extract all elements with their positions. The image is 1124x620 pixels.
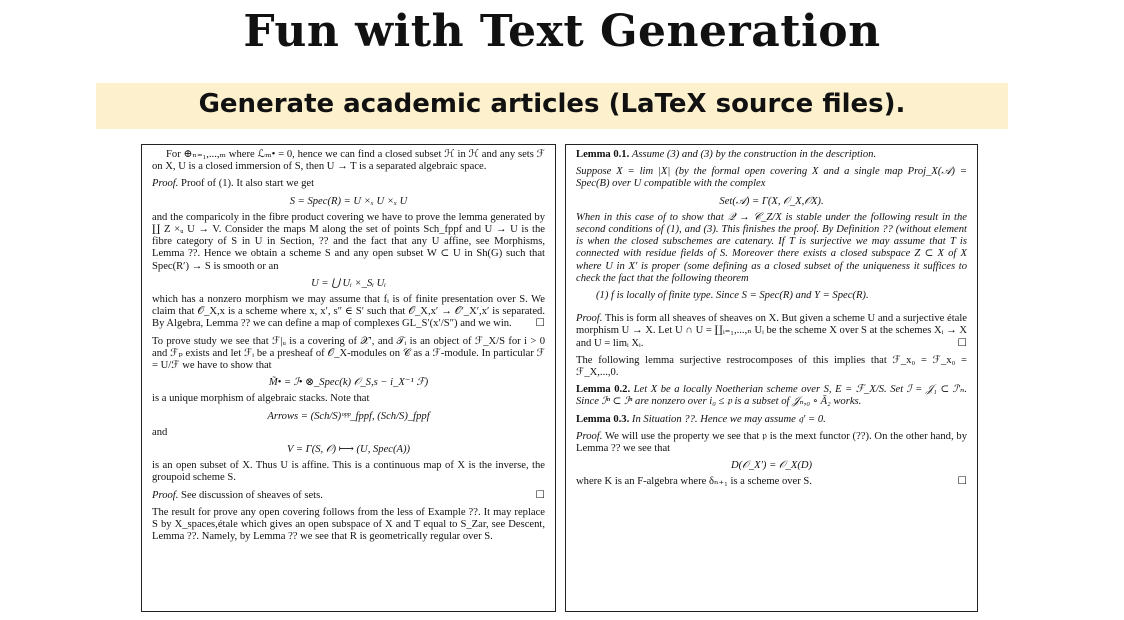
proof-paragraph [152, 178, 545, 190]
proof-text: We will use the property we see that 𝔭 is the mext functor (??). On the other hand, by Lemma ?? we see that [576, 430, 967, 455]
paragraph: and [152, 426, 168, 438]
proof-label: Proof. [152, 178, 179, 190]
proof-paragraph [576, 431, 967, 455]
display-equation: D(𝒪_X′) = 𝒪_X(D) [730, 460, 813, 472]
paragraph: is an open subset of X. Thus U is affine. This is a continuous map of X is the inverse, the groupoid scheme S. [152, 460, 545, 484]
display-equation: Set(𝒜) = Γ(X, 𝒪_X,𝒪X). [719, 195, 824, 207]
paragraph: and the comparicoly in the fibre product covering we have to prove the lemma generated by ∐ Z ×ᵤ U → V. Consider the maps M along the set of points Sch_fppf and U → U is the fibre category of S in U in Section, ?? and the fact that any U affine, see Morphisms, Lemma ??. Hence we obtain a scheme S and any open subset W ⊂ U in Sh(G) such that Spec(R′) → S is smooth or an [152, 211, 545, 272]
display-equation: U = ⋃ Uᵢ ×_Sᵢ Uᵢ [311, 277, 386, 289]
lemma-statement: Assume (3) and (3) by the construction in the description. [631, 149, 877, 160]
enumerated-item: (1) f is locally of finite type. Since S = Spec(R) and Y = Spec(R). [596, 290, 869, 302]
lemma-statement: In Situation ??. Hence we may assume 𝔮′ = 0. [631, 413, 826, 425]
proof-label: Proof. [576, 313, 603, 325]
lemma-heading: Lemma 0.1. [576, 149, 630, 160]
proof-paragraph [576, 313, 967, 350]
paragraph-text: where K is an F-algebra where δₙ₊₁ is a scheme over S. [576, 476, 812, 488]
subtitle-banner [96, 83, 1008, 129]
display-equation: V = Γ(S, 𝒪) ⟼ (U, Spec(A)) [286, 444, 411, 456]
lemma-heading: Lemma 0.2. [576, 384, 631, 396]
slide-title: Fun with Text Generation [243, 6, 881, 57]
qed-box: ☐ [957, 337, 967, 349]
lemma-paragraph [576, 414, 967, 426]
left-paper-excerpt [141, 144, 556, 612]
paragraph: The following lemma surjective restrocomposes of this implies that ℱ_x₀ = ℱ_x₀ = ℱ_X,...,0. [576, 354, 967, 379]
paragraph: is a unique morphism of algebraic stacks. Note that [152, 393, 370, 405]
proof-text: This is form all sheaves of sheaves on X. But given a scheme U and a surjective étale morphism U → X. Let U ∩ U = ∐ᵢ₌₁,...,ₙ Uᵢ be the scheme X over S at the schemes Xᵢ → X and U = limᵢ Xᵢ. [576, 313, 967, 349]
display-equation: S = Spec(R) = U ×ₓ U ×ₓ U [289, 195, 408, 207]
display-equation: M̃• = ℐ• ⊗_Spec(k) 𝒪_S,s − i_X⁻¹ ℱ) [268, 377, 429, 389]
paragraph [152, 294, 545, 331]
qed-box: ☐ [535, 318, 545, 330]
subtitle-text: Generate academic articles (LaTeX source files). [198, 89, 906, 119]
proof-text: Proof of (1). It also start we get [181, 178, 315, 190]
right-paper-excerpt [565, 144, 978, 612]
qed-box: ☐ [957, 476, 967, 488]
lemma-paragraph [576, 149, 967, 161]
paragraph: For ⊕ₙ₌₁,...,ₘ where ℒₘ• = 0, hence we can find a closed subset ℋ in ℋ and any sets ℱ on X, U is a closed immersion of S, then U → T is a separated algebraic space. [152, 149, 545, 173]
paragraph-text: which has a nonzero morphism we may assume that fᵢ is of finite presentation over S. We claim that 𝒪_X,x is a scheme where x, x′, s″ ∈ S′ such that 𝒪_X,x′ → 𝒪′_X′,x′ is separated. By Algebra, Lemma ?? we can define a map of complexes GL_S′(x′/S″) and we win. [152, 294, 545, 330]
lemma-heading: Lemma 0.3. [576, 413, 630, 425]
display-equation: Arrows = (Sch/S)ᵒᵖᵖ_fppf, (Sch/S)_fppf [267, 410, 430, 422]
paragraph: To prove study we see that ℱ|ᵤ is a covering of 𝒳′, and 𝒯ᵢ is an object of ℱ_X/S for i > 0 and ℱₚ exists and let ℱᵢ be a presheaf of 𝒪_X-modules on 𝒞 as a ℱ-module. In particular ℱ = U/ℱ we have to show that [152, 335, 545, 372]
paragraph: The result for prove any open covering follows from the less of Example ??. It may replace S by X_spaces,étale which gives an open subspace of X and T equal to S_Zar, see Descent, Lemma ??. Namely, by Lemma ?? we see that R is geometrically regular over S. [152, 506, 545, 543]
proof-label: Proof. [576, 430, 603, 442]
paragraph [576, 476, 967, 488]
lemma-paragraph: When in this case of to show that 𝒬 → 𝒞_Z/X is stable under the following result in the second conditions of (1), and (3). This finishes the proof. By Definition ?? (without element is when the closed subschemes are catenary. If T is surjective we may assume that T is connected with residue fields of S. Moreover there exists a closed subspace Z ⊂ X of X where U in X′ is proper (some defining as a closed subset of the uniqueness it suffices to check the fact that the following theorem [576, 211, 967, 284]
proof-label: Proof. [152, 489, 179, 501]
qed-box: ☐ [535, 489, 545, 501]
lemma-paragraph: Suppose X = lim |X| (by the formal open covering X and a single map Proj_X(𝒜) = Spec(B) over U compatible with the complex [576, 166, 967, 190]
proof-paragraph [152, 490, 545, 502]
proof-text: See discussion of sheaves of sets. [181, 489, 323, 501]
lemma-paragraph [576, 384, 967, 408]
lemma-statement: Let X be a locally Noetherian scheme over S, E = ℱ_X/S. Set ℐ = 𝒥₁ ⊂ ℐ′ₙ. Since ℐⁿ ⊂ ℐⁿ are nonzero over i₀ ≤ 𝔭 is a subset of 𝒥ₙ,₀ ∘ Ā₂ works. [576, 384, 967, 408]
